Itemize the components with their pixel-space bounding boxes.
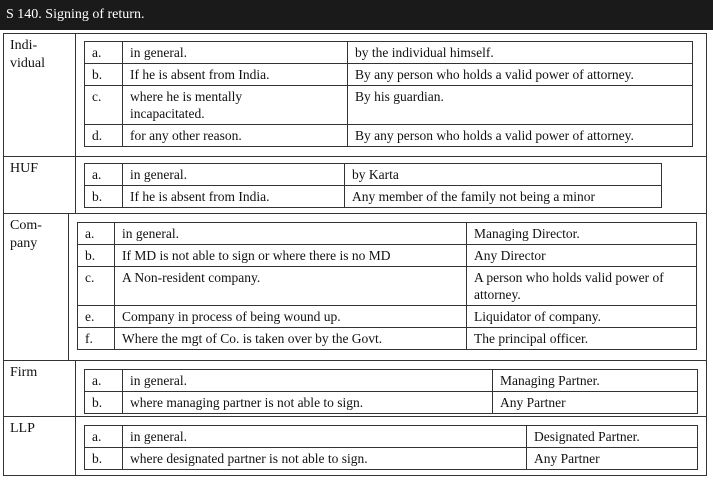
- row-case: A Non-resident company.: [115, 267, 467, 306]
- table-row: [85, 186, 662, 208]
- row-key: b.: [78, 245, 115, 267]
- table-row: [78, 267, 697, 306]
- row-case: in general.: [123, 42, 348, 64]
- table-row: [78, 245, 697, 267]
- row-key: d.: [85, 125, 123, 147]
- table-row: [78, 306, 697, 328]
- row-case: If he is absent from India.: [123, 64, 348, 86]
- row-key: b.: [85, 448, 123, 470]
- row-signer: By his guardian.: [348, 86, 693, 125]
- row-signer: Designated Partner.: [527, 426, 698, 448]
- row-signer: Any Partner: [493, 392, 698, 414]
- signing-table: [3, 33, 707, 476]
- section-llp: [4, 417, 706, 475]
- row-case: where managing partner is not able to sign.: [123, 392, 493, 414]
- row-key: a.: [85, 164, 123, 186]
- row-case: in general.: [123, 164, 345, 186]
- row-case: for any other reason.: [123, 125, 348, 147]
- llp-table: [84, 425, 698, 470]
- table-row: [78, 328, 697, 350]
- row-case: Company in process of being wound up.: [115, 306, 467, 328]
- row-key: b.: [85, 186, 123, 208]
- table-row: [85, 448, 698, 470]
- row-signer: Any Director: [467, 245, 697, 267]
- row-key: b.: [85, 64, 123, 86]
- row-signer: Managing Director.: [467, 223, 697, 245]
- huf-table: [84, 163, 662, 208]
- row-key: b.: [85, 392, 123, 414]
- section-individual: [4, 34, 706, 157]
- row-signer: By any person who holds a valid power of attorney.: [348, 125, 693, 147]
- table-row: [85, 42, 693, 64]
- row-signer: The principal officer.: [467, 328, 697, 350]
- table-row: [85, 86, 693, 125]
- row-signer: by the individual himself.: [348, 42, 693, 64]
- row-key: e.: [78, 306, 115, 328]
- row-key: a.: [85, 426, 123, 448]
- row-signer: Liquidator of company.: [467, 306, 697, 328]
- firm-table: [84, 369, 698, 414]
- table-row: [85, 64, 693, 86]
- row-case: in general.: [115, 223, 467, 245]
- table-row: [85, 164, 662, 186]
- section-company: [4, 214, 706, 361]
- row-key: a.: [85, 42, 123, 64]
- table-row: [85, 125, 693, 147]
- row-case: Where the mgt of Co. is taken over by the Govt.: [115, 328, 467, 350]
- row-key: c.: [78, 267, 115, 306]
- table-row: [78, 223, 697, 245]
- row-case: where he is mentally incapacitated.: [123, 86, 348, 125]
- row-signer: Any Partner: [527, 448, 698, 470]
- section-label-company: Com- pany: [4, 214, 69, 360]
- row-case: in general.: [123, 370, 493, 392]
- row-case: If he is absent from India.: [123, 186, 345, 208]
- row-key: a.: [78, 223, 115, 245]
- table-row: [85, 392, 698, 414]
- row-key: c.: [85, 86, 123, 125]
- section-label-firm: Firm: [4, 361, 76, 416]
- page-title: S 140. Signing of return.: [0, 0, 713, 30]
- row-signer: By any person who holds a valid power of attorney.: [348, 64, 693, 86]
- row-signer: Managing Partner.: [493, 370, 698, 392]
- row-case: in general.: [123, 426, 527, 448]
- section-label-individual: Indi- vidual: [4, 34, 76, 156]
- table-row: [85, 370, 698, 392]
- individual-table: [84, 41, 693, 147]
- row-signer: Any member of the family not being a minor: [345, 186, 662, 208]
- row-signer: A person who holds valid power of attorney.: [467, 267, 697, 306]
- company-table: [77, 222, 697, 350]
- row-signer: by Karta: [345, 164, 662, 186]
- row-case: where designated partner is not able to sign.: [123, 448, 527, 470]
- table-row: [85, 426, 698, 448]
- row-key: f.: [78, 328, 115, 350]
- row-case: If MD is not able to sign or where there is no MD: [115, 245, 467, 267]
- section-label-huf: HUF: [4, 157, 76, 213]
- section-firm: [4, 361, 706, 417]
- section-huf: [4, 157, 706, 214]
- section-label-llp: LLP: [4, 417, 76, 475]
- row-key: a.: [85, 370, 123, 392]
